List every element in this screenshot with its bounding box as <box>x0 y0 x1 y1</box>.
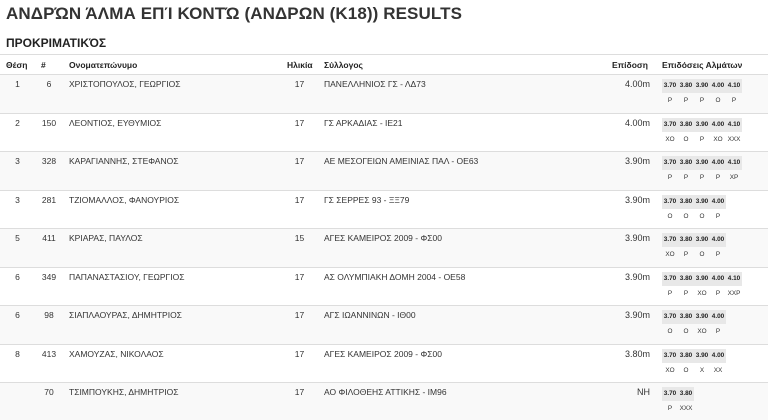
attempt-column <box>710 156 726 186</box>
attempt-result: P <box>715 174 721 181</box>
athlete-name-cell: ΛΕΟΝΤΙΟΣ, ΕΥΘΥΜΙΟΣ <box>63 113 281 152</box>
position-cell: 5 <box>0 229 35 268</box>
attempt-result: XO <box>697 328 707 335</box>
attempt-result: O <box>667 328 673 335</box>
attempt-result: P <box>683 251 689 258</box>
attempts-grid <box>662 387 762 417</box>
attempt-height: 3.70 <box>662 349 678 363</box>
attempt-height: 3.90 <box>694 156 710 170</box>
age-cell: 15 <box>281 229 318 268</box>
attempt-height: 4.10 <box>726 79 742 93</box>
attempt-result: O <box>667 212 673 220</box>
attempt-height: 4.00 <box>710 233 726 247</box>
bib-number-cell: 150 <box>35 113 63 152</box>
attempt-height: 4.00 <box>710 156 726 170</box>
attempt-result: P <box>715 328 721 335</box>
athlete-name-cell: ΧΑΜΟΥΖΑΣ, ΝΙΚΟΛΑΟΣ <box>63 344 281 383</box>
age-cell: 17 <box>281 383 318 420</box>
header-attempts: Επιδόσεις Αλμάτων <box>656 55 768 75</box>
attempts-cell <box>656 190 768 229</box>
attempt-result: P <box>715 251 721 258</box>
attempt-column <box>694 156 710 186</box>
attempt-result: O <box>715 97 721 104</box>
attempt-column <box>710 195 726 225</box>
attempt-result: XO <box>665 135 675 143</box>
attempt-result: P <box>667 174 673 181</box>
attempt-column <box>726 79 742 109</box>
bib-number-cell: 98 <box>35 306 63 345</box>
attempt-column <box>726 156 742 186</box>
attempt-column <box>694 272 710 302</box>
attempts-grid <box>662 79 762 109</box>
athlete-name-cell: ΣΙΑΠΛΑΟΥΡΑΣ, ΔΗΜΗΤΡΙΟΣ <box>63 306 281 345</box>
attempt-result: P <box>699 97 705 104</box>
bib-number-cell: 70 <box>35 383 63 420</box>
position-cell: 8 <box>0 344 35 383</box>
club-cell: ΑΟ ΦΙΛΟΘΕΗΣ ΑΤΤΙΚΗΣ - ΙΜ96 <box>318 383 606 420</box>
attempt-height: 4.10 <box>726 118 742 132</box>
attempts-grid <box>662 118 762 148</box>
attempt-column <box>726 272 742 302</box>
attempts-grid <box>662 233 762 263</box>
attempt-column <box>662 118 678 148</box>
club-cell: ΑΕ ΜΕΣΟΓΕΙΩΝ ΑΜΕΙΝΙΑΣ ΠΑΛ - ΟΕ63 <box>318 152 606 191</box>
page-title: ΑΝΔΡΏΝ ΆΛΜΑ ΕΠΊ ΚΟΝΤΏ (ΑΝΔΡΩΝ (Κ18)) RESULTS <box>6 4 463 23</box>
attempts-grid <box>662 349 762 379</box>
attempt-height: 4.00 <box>710 310 726 324</box>
attempt-result: XO <box>713 135 723 143</box>
attempt-height: 3.70 <box>662 310 678 324</box>
club-cell: ΑΓΣ ΙΩΑΝΝΙΝΩΝ - ΙΘ00 <box>318 306 606 345</box>
attempt-column <box>710 118 726 148</box>
attempt-height: 4.00 <box>710 195 726 209</box>
bib-number-cell: 281 <box>35 190 63 229</box>
attempt-column <box>662 79 678 109</box>
attempt-height: 4.10 <box>726 272 742 286</box>
attempt-column <box>694 310 710 340</box>
attempts-cell <box>656 229 768 268</box>
age-cell: 17 <box>281 75 318 114</box>
attempt-column <box>710 310 726 340</box>
results-table <box>0 54 768 420</box>
attempt-result: XO <box>665 251 675 258</box>
attempt-height: 3.90 <box>694 272 710 286</box>
attempt-height: 3.70 <box>662 233 678 247</box>
club-cell: ΓΣ ΣΕΡΡΕΣ 93 - ΞΞ79 <box>318 190 606 229</box>
attempt-height: 3.80 <box>678 156 694 170</box>
attempt-result: XX <box>713 366 723 374</box>
attempt-column <box>678 272 694 302</box>
attempt-column <box>662 233 678 263</box>
attempt-height: 3.70 <box>662 387 678 401</box>
performance-cell: 3.90m <box>606 190 656 229</box>
attempt-result: O <box>683 366 689 374</box>
header-bib-number: # <box>35 55 63 75</box>
attempt-column <box>678 156 694 186</box>
position-cell: 1 <box>0 75 35 114</box>
performance-cell: 3.90m <box>606 229 656 268</box>
attempt-height: 3.90 <box>694 79 710 93</box>
attempt-column <box>726 118 742 148</box>
club-cell: ΑΓΕΣ ΚΑΜΕΙΡΟΣ 2009 - ΦΣ00 <box>318 344 606 383</box>
header-performance: Επίδοση <box>606 55 656 75</box>
header-name: Ονοματεπώνυμο <box>63 55 281 75</box>
table-header-row <box>0 55 768 75</box>
attempt-height: 4.00 <box>710 349 726 363</box>
attempt-column <box>678 310 694 340</box>
attempts-cell <box>656 306 768 345</box>
athlete-name-cell: ΤΣΙΜΠΟΥΚΗΣ, ΔΗΜΗΤΡΙΟΣ <box>63 383 281 420</box>
attempt-result: P <box>667 97 673 104</box>
attempt-column <box>678 118 694 148</box>
attempt-result: XP <box>729 174 739 181</box>
attempt-result: XO <box>697 289 707 297</box>
position-cell <box>0 383 35 420</box>
attempt-result: XO <box>665 366 675 374</box>
attempt-height: 3.90 <box>694 233 710 247</box>
attempt-result: P <box>731 97 737 104</box>
athlete-name-cell: ΧΡΙΣΤΟΠΟΥΛΟΣ, ΓΕΩΡΓΙΟΣ <box>63 75 281 114</box>
attempt-height: 3.80 <box>678 118 694 132</box>
attempts-cell <box>656 344 768 383</box>
club-cell: ΑΣ ΟΛΥΜΠΙΑΚΗ ΔΟΜΗ 2004 - ΟΕ58 <box>318 267 606 306</box>
attempt-result: O <box>683 212 689 220</box>
attempt-height: 3.80 <box>678 387 694 401</box>
header-age: Ηλικία <box>281 55 318 75</box>
attempts-grid <box>662 195 762 225</box>
attempts-grid <box>662 156 762 186</box>
attempt-height: 3.70 <box>662 79 678 93</box>
attempt-column <box>710 233 726 263</box>
table-row <box>0 383 768 420</box>
header-club: Σύλλογος <box>318 55 606 75</box>
position-cell: 3 <box>0 190 35 229</box>
attempt-column <box>710 79 726 109</box>
table-row <box>0 75 768 114</box>
age-cell: 17 <box>281 344 318 383</box>
attempt-height: 3.80 <box>678 79 694 93</box>
attempt-height: 3.70 <box>662 272 678 286</box>
table-row <box>0 229 768 268</box>
athlete-name-cell: ΠΑΠΑΝΑΣΤΑΣΙΟΥ, ΓΕΩΡΓΙΟΣ <box>63 267 281 306</box>
attempt-column <box>694 79 710 109</box>
performance-cell: 4.00m <box>606 113 656 152</box>
club-cell: ΠΑΝΕΛΛΗΝΙΟΣ ΓΣ - ΛΔ73 <box>318 75 606 114</box>
attempt-result: O <box>699 212 705 220</box>
attempt-column <box>678 387 694 417</box>
attempt-column <box>710 272 726 302</box>
attempt-height: 4.00 <box>710 79 726 93</box>
table-row <box>0 190 768 229</box>
bib-number-cell: 6 <box>35 75 63 114</box>
attempt-column <box>662 310 678 340</box>
attempt-height: 3.90 <box>694 195 710 209</box>
attempt-column <box>678 349 694 379</box>
performance-cell: 3.90m <box>606 306 656 345</box>
attempt-column <box>694 349 710 379</box>
club-cell: ΓΣ ΑΡΚΑΔΙΑΣ - ΙΕ21 <box>318 113 606 152</box>
attempts-cell <box>656 267 768 306</box>
attempt-column <box>662 272 678 302</box>
attempt-height: 3.90 <box>694 349 710 363</box>
attempt-column <box>662 349 678 379</box>
attempt-height: 4.00 <box>710 272 726 286</box>
age-cell: 17 <box>281 152 318 191</box>
performance-cell: 3.80m <box>606 344 656 383</box>
attempt-result: P <box>699 174 705 181</box>
athlete-name-cell: ΚΡΙΑΡΑΣ, ΠΑΥΛΟΣ <box>63 229 281 268</box>
attempt-column <box>694 118 710 148</box>
attempt-column <box>662 195 678 225</box>
round-title: ΠΡΟΚΡΙΜΑΤΙΚΌΣ <box>6 36 107 50</box>
attempt-result: P <box>715 289 721 297</box>
table-row <box>0 267 768 306</box>
attempt-height: 3.90 <box>694 310 710 324</box>
attempt-height: 3.80 <box>678 195 694 209</box>
attempt-result: P <box>715 212 721 220</box>
attempt-result: O <box>683 135 689 143</box>
age-cell: 17 <box>281 267 318 306</box>
age-cell: 17 <box>281 113 318 152</box>
attempt-height: 3.70 <box>662 156 678 170</box>
attempt-column <box>694 233 710 263</box>
athlete-name-cell: ΚΑΡΑΓΙΑΝΝΗΣ, ΣΤΕΦΑΝΟΣ <box>63 152 281 191</box>
attempt-height: 3.80 <box>678 349 694 363</box>
attempt-result: XXX <box>727 135 741 143</box>
attempt-result: P <box>683 289 689 297</box>
attempt-column <box>694 195 710 225</box>
attempts-grid <box>662 310 762 340</box>
attempt-result: XXP <box>727 289 741 297</box>
attempt-height: 3.80 <box>678 310 694 324</box>
age-cell: 17 <box>281 190 318 229</box>
athlete-name-cell: ΤΖΙΟΜΑΛΛΟΣ, ΦΑΝΟΥΡΙΟΣ <box>63 190 281 229</box>
attempt-column <box>678 233 694 263</box>
performance-cell: 3.90m <box>606 267 656 306</box>
bib-number-cell: 349 <box>35 267 63 306</box>
club-cell: ΑΓΕΣ ΚΑΜΕΙΡΟΣ 2009 - ΦΣ00 <box>318 229 606 268</box>
attempt-result: X <box>699 366 705 374</box>
attempt-result: XXX <box>679 405 693 412</box>
bib-number-cell: 413 <box>35 344 63 383</box>
attempt-result: P <box>699 135 705 143</box>
position-cell: 6 <box>0 267 35 306</box>
attempt-height: 3.70 <box>662 118 678 132</box>
attempts-cell <box>656 75 768 114</box>
attempt-result: P <box>667 289 673 297</box>
attempt-column <box>678 195 694 225</box>
attempt-height: 3.90 <box>694 118 710 132</box>
attempts-cell <box>656 152 768 191</box>
attempt-result: P <box>683 97 689 104</box>
attempt-column <box>710 349 726 379</box>
attempt-height: 4.00 <box>710 118 726 132</box>
attempt-column <box>662 387 678 417</box>
attempt-height: 3.80 <box>678 233 694 247</box>
position-cell: 3 <box>0 152 35 191</box>
bib-number-cell: 328 <box>35 152 63 191</box>
table-row <box>0 152 768 191</box>
attempt-result: O <box>699 251 705 258</box>
attempt-column <box>678 79 694 109</box>
position-cell: 2 <box>0 113 35 152</box>
attempts-cell <box>656 383 768 420</box>
attempt-result: O <box>683 328 689 335</box>
performance-cell: NH <box>606 383 656 420</box>
attempt-height: 4.10 <box>726 156 742 170</box>
attempts-grid <box>662 272 762 302</box>
attempt-result: P <box>667 405 673 412</box>
attempts-cell <box>656 113 768 152</box>
attempt-height: 3.80 <box>678 272 694 286</box>
performance-cell: 3.90m <box>606 152 656 191</box>
attempt-height: 3.70 <box>662 195 678 209</box>
table-row <box>0 113 768 152</box>
table-row <box>0 306 768 345</box>
bib-number-cell: 411 <box>35 229 63 268</box>
attempt-result: P <box>683 174 689 181</box>
performance-cell: 4.00m <box>606 75 656 114</box>
attempt-column <box>662 156 678 186</box>
age-cell: 17 <box>281 306 318 345</box>
position-cell: 6 <box>0 306 35 345</box>
header-position: Θέση <box>0 55 35 75</box>
table-row <box>0 344 768 383</box>
